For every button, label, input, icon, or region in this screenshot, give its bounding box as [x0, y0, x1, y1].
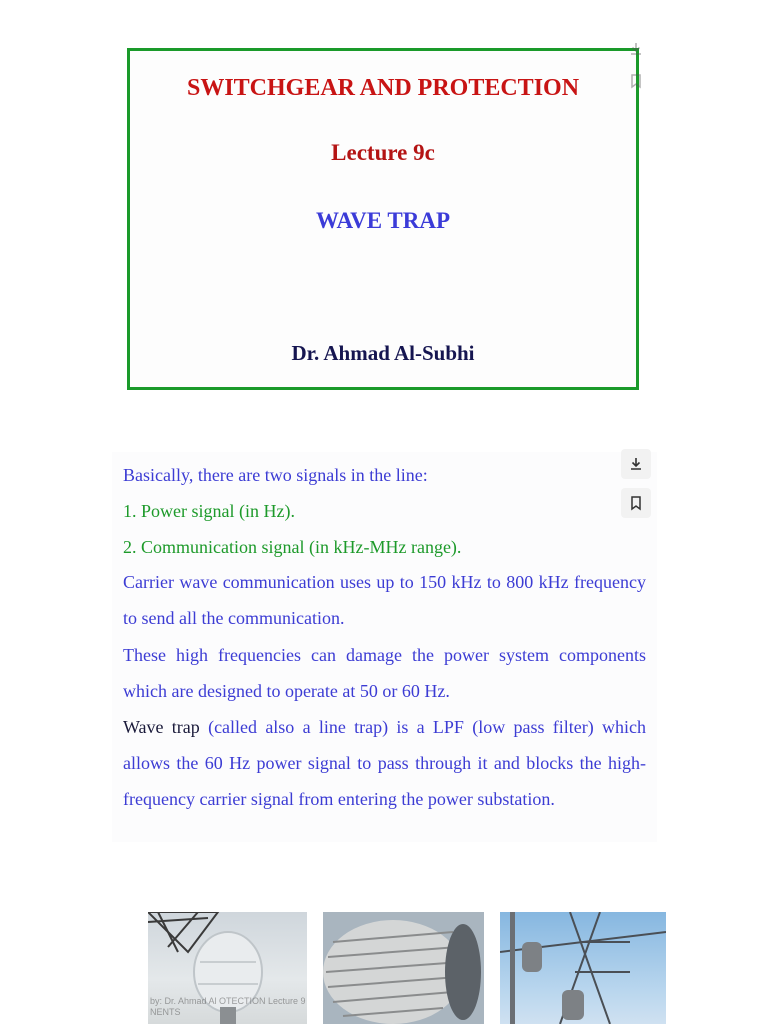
download-icon[interactable] — [621, 34, 651, 64]
wave-trap-photo-2 — [323, 912, 484, 1024]
course-title: SWITCHGEAR AND PROTECTION — [186, 75, 580, 101]
wave-trap-photo-3 — [500, 912, 666, 1024]
wave-trap-paragraph — [123, 709, 646, 817]
wave-trap-definition: (called also a line trap) is a LPF (low pass filter) which allows the 60 Hz power signal to pass through it and blocks the high-frequency carrier signal from entering the power substation. — [123, 717, 647, 809]
title-slide — [127, 48, 639, 390]
intro-line: Basically, there are two signals in the line: — [123, 465, 428, 485]
list-item-communication: 2. Communication signal (in kHz-MHz range). — [123, 537, 462, 557]
watermark-text: by: Dr. Ahmad Al OTECTION Lecture 9 NENTS — [150, 996, 306, 1017]
author-name: Dr. Ahmad Al-Subhi — [291, 341, 475, 365]
download-icon[interactable] — [621, 449, 651, 479]
wave-trap-photo-1 — [148, 912, 307, 1024]
damage-paragraph: These high frequencies can damage the power system components which are designed to operate at 50 or 60 Hz. — [123, 645, 646, 701]
lecture-number: Lecture 9c — [331, 140, 435, 165]
carrier-paragraph: Carrier wave communication uses up to 150 kHz to 800 kHz frequency to send all the communication. — [123, 572, 646, 628]
lecture-topic: WAVE TRAP — [316, 208, 450, 233]
wave-trap-term: Wave trap — [123, 717, 200, 737]
list-item-power: 1. Power signal (in Hz). — [123, 501, 295, 521]
content-slide — [112, 452, 657, 842]
bookmark-icon[interactable] — [621, 488, 651, 518]
bookmark-icon[interactable] — [621, 66, 651, 96]
